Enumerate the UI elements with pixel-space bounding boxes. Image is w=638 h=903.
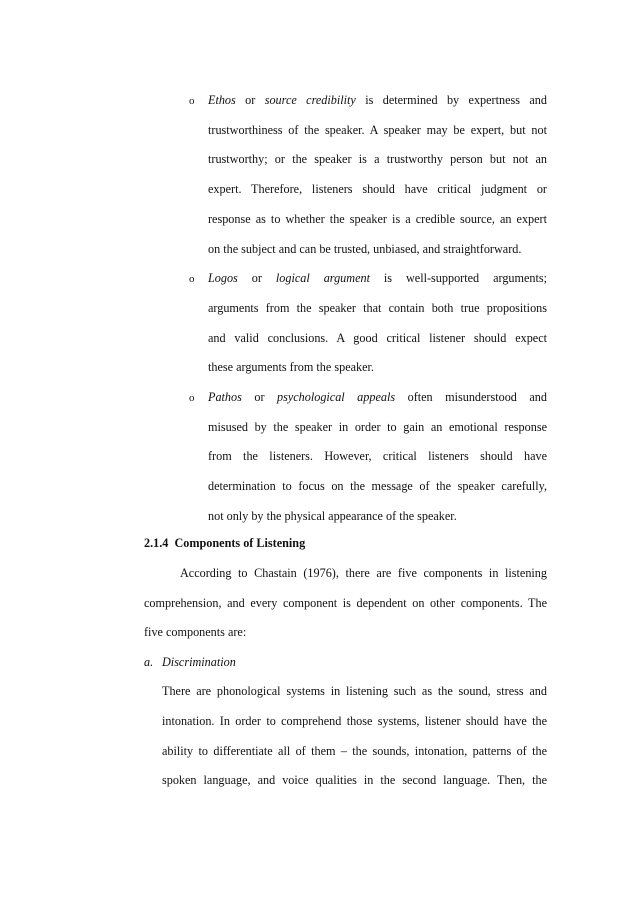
- bullet-text-line: [208, 359, 547, 375]
- bullet-marker: o: [189, 95, 195, 107]
- paragraph-line: five components are:: [144, 625, 247, 639]
- paragraph-line: comprehension, and every component is dependent on other components. The: [144, 596, 547, 610]
- sub-paragraph-line: intonation. In order to comprehend those systems, listener should have the: [162, 714, 547, 728]
- bullet-text-line: [208, 300, 547, 316]
- italic-term: psychological appeals: [277, 390, 396, 404]
- text-run: misused by the speaker in order to gain an emotional response: [208, 419, 547, 434]
- sub-paragraph-line: There are phonological systems in listening such as the sound, stress and: [162, 684, 547, 698]
- bullet-text-line: [208, 419, 547, 435]
- text-run: is well-supported arguments;: [369, 271, 548, 286]
- text-run: from the listeners. However, critical listeners should have: [208, 449, 547, 464]
- italic-term: source credibility: [264, 93, 356, 107]
- bullet-text-line: [208, 330, 547, 346]
- text-run: often misunderstood and: [395, 390, 547, 404]
- text-run: or: [237, 271, 276, 286]
- sub-paragraph-line: ability to differentiate all of them – the sounds, intonation, patterns of the: [162, 744, 547, 758]
- text-run: determination to focus on the message of the speaker carefully,: [208, 479, 547, 494]
- text-run: and valid conclusions. A good critical listener should expect: [208, 330, 547, 345]
- subheading-title-text: Discrimination: [162, 655, 236, 669]
- bullet-text-line: [208, 448, 547, 464]
- text-run: or: [241, 390, 277, 404]
- bullet-text-line: [208, 122, 547, 138]
- text-run: arguments from the speaker that contain both true propositions: [208, 300, 547, 315]
- list-marker: [144, 654, 153, 670]
- paragraph-line: According to Chastain (1976), there are five components in listening: [180, 566, 547, 580]
- bullet-text-line: [208, 478, 547, 494]
- bullet-text-line: [208, 92, 547, 108]
- sub-paragraph-line: spoken language, and voice qualities in the second language. Then, the: [162, 773, 547, 787]
- bullet-text-line: [208, 389, 547, 405]
- text-run: or: [235, 93, 265, 107]
- text-run: expert. Therefore, listeners should have critical judgment or: [208, 182, 547, 197]
- text-run: trustworthiness of the speaker. A speaker may be expert, but not: [208, 122, 547, 137]
- bullet-marker: o: [189, 392, 195, 404]
- bullet-text-line: [208, 508, 547, 524]
- bullet-text-line: [208, 151, 547, 167]
- bullet-marker: o: [189, 273, 195, 286]
- text-run: not only by the physical appearance of the speaker.: [208, 508, 457, 523]
- bullet-text-line: [208, 241, 547, 257]
- bullet-text-line: [208, 270, 547, 286]
- section-heading: 2.1.4 Components of Listening: [144, 536, 306, 550]
- text-run: these arguments from the speaker.: [208, 360, 374, 375]
- italic-term: Pathos: [208, 390, 242, 404]
- text-run: is determined by expertness and: [355, 93, 547, 107]
- text-run: response as to whether the speaker is a credible source, an expert: [208, 211, 547, 226]
- bullet-text-line: [208, 211, 547, 227]
- text-run: on the subject and can be trusted, unbiased, and straightforward.: [208, 241, 522, 256]
- italic-term: logical argument: [275, 271, 370, 286]
- bullet-text-line: [208, 181, 547, 197]
- text-run: trustworthy; or the speaker is a trustworthy person but not an: [208, 152, 547, 167]
- subheading-title: [162, 654, 236, 670]
- italic-term: Logos: [208, 271, 238, 286]
- list-marker-text: a.: [144, 655, 154, 669]
- italic-term: Ethos: [208, 93, 236, 107]
